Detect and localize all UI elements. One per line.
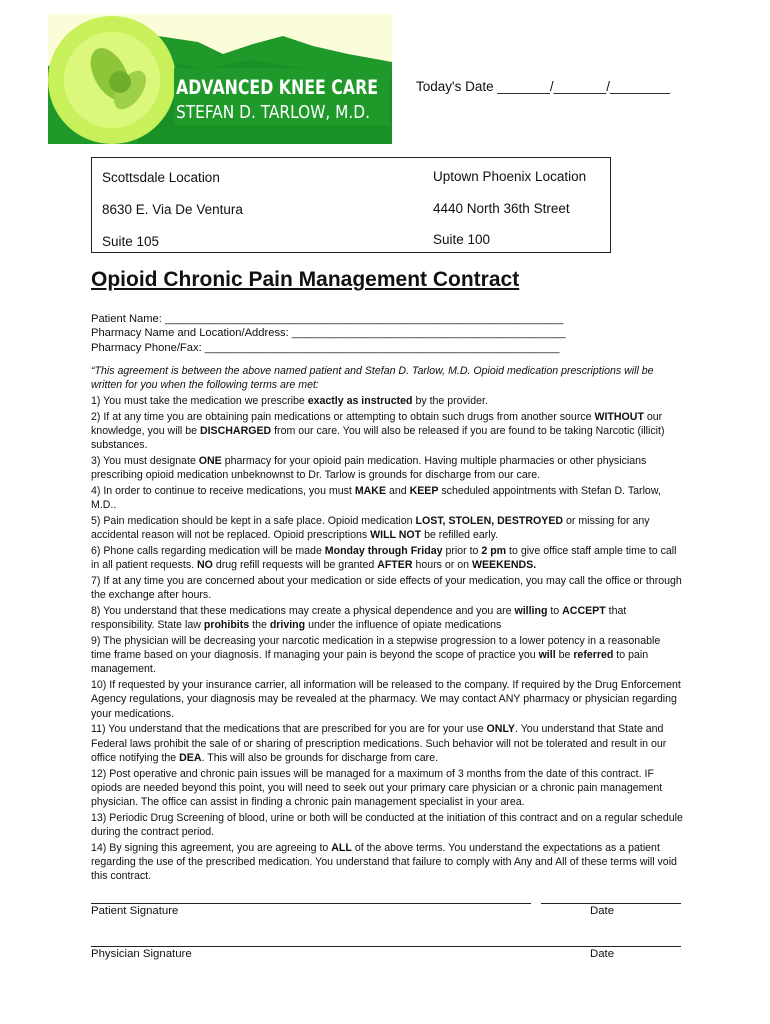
term-emphasis: Monday through Friday xyxy=(324,545,443,557)
term-text: hours or on xyxy=(412,559,472,572)
term-item xyxy=(91,841,683,884)
term-item xyxy=(91,514,683,542)
term-item xyxy=(91,454,683,482)
contract-terms xyxy=(91,364,683,885)
patient-fields xyxy=(91,312,566,355)
term-text: to pain management. xyxy=(91,649,649,676)
term-emphasis: NO xyxy=(197,559,213,572)
term-emphasis: AFTER xyxy=(377,559,413,572)
page-title: Opioid Chronic Pain Management Contract xyxy=(91,268,520,291)
term-text: from our care. You will also be released if you are found to be taking Narcotic (illicit) substances. xyxy=(91,425,665,452)
patient-name-field: Patient Name: ________________________________________________________________ xyxy=(91,313,564,325)
patient-signature-line xyxy=(91,903,531,904)
term-text: 6) Phone calls regarding medication will be made xyxy=(91,545,325,557)
advanced-knee-care-logo xyxy=(48,14,392,144)
term-text: 14) By signing this agreement, you are agreeing to xyxy=(91,841,332,854)
term-text: under the influence of opiate medications xyxy=(305,619,502,632)
physician-date-label: Date xyxy=(590,948,615,960)
intro-paragraph: “This agreement is between the above named patient and Stefan D. Tarlow, M.D. Opioid medication prescriptions will be written for you when the following terms are met: xyxy=(91,365,654,392)
term-emphasis: referred xyxy=(573,649,614,662)
term-text: be xyxy=(555,649,574,662)
term-item xyxy=(91,544,683,572)
term-emphasis: prohibits xyxy=(203,619,250,632)
locations-box xyxy=(91,157,611,253)
scottsdale-location-title: Scottsdale Location xyxy=(102,170,220,185)
term-emphasis: MAKE xyxy=(354,485,387,497)
term-text: 3) You must designate xyxy=(91,455,199,467)
term-item xyxy=(91,410,683,453)
term-emphasis: ONE xyxy=(198,455,222,467)
todays-date-field: Today's Date _______/_______/________ xyxy=(416,79,671,94)
term-text: our knowledge, you will be xyxy=(91,410,663,437)
scottsdale-address: 8630 E. Via De Ventura xyxy=(102,202,243,217)
term-text: to xyxy=(547,605,563,617)
logo-line-2: STEFAN D. TARLOW, M.D. xyxy=(176,103,370,123)
term-item xyxy=(91,811,683,839)
term-text: scheduled appointments with Stefan D. Tarlow, M.D.. xyxy=(91,485,661,512)
term-emphasis: ALL xyxy=(331,841,352,854)
patient-signature-label: Patient Signature xyxy=(91,905,179,917)
term-text: 4) In order to continue to receive medications, you must xyxy=(91,485,355,497)
pharmacy-address-field: Pharmacy Name and Location/Address: ____________________________________________ xyxy=(91,327,566,340)
term-emphasis: WEEKENDS. xyxy=(471,559,537,572)
term-text: 12) Post operative and chronic pain issues will be managed for a maximum of 3 months from the date of this contract. IF opiods are needed beyond this point, you will need to seek out your primary care physician or a chronic pain management physician. The office can assist in finding a chronic pain management specialist in your area. xyxy=(91,767,663,809)
term-item xyxy=(91,484,683,512)
patient-date-line xyxy=(541,903,681,904)
term-item xyxy=(91,722,683,765)
term-text: 1) You must take the medication we prescribe xyxy=(91,395,308,407)
term-text: 2) If at any time you are obtaining pain medications or attempting to obtain such drugs from another source xyxy=(91,410,595,423)
term-emphasis: WILL NOT xyxy=(370,529,422,542)
term-text: 5) Pain medication should be kept in a safe place. Opioid medication xyxy=(91,515,416,527)
term-text: prior to xyxy=(442,545,482,557)
term-text: to give office staff ample time to call in all patient requests. xyxy=(91,545,677,572)
term-emphasis: KEEP xyxy=(409,485,439,497)
term-emphasis: will xyxy=(538,649,556,662)
term-item xyxy=(91,394,683,408)
term-text: pharmacy for your opioid pain medication. Having multiple pharmacies or other physicians prescribing opioid medication unbeknownst to Dr. Tarlow is grounds for discharge from our care. xyxy=(91,455,647,482)
patient-date-label: Date xyxy=(590,905,615,917)
term-emphasis: WITHOUT xyxy=(594,410,644,423)
term-text: 8) You understand that these medications may create a physical dependence and you are xyxy=(91,605,515,617)
term-text: 13) Periodic Drug Screening of blood, urine or both will be conducted at the initiation of this contract and on a regular schedule during the contract period. xyxy=(91,811,683,839)
term-text: 11) You understand that the medications that are prescribed for you are for your use xyxy=(91,723,487,736)
term-emphasis: exactly as instructed xyxy=(307,395,413,407)
term-text: 7) If at any time you are concerned about your medication or side effects of your medication, you may call the office or through the exchange after hours. xyxy=(91,575,682,602)
term-text: of the above terms. You understand the expectations as a patient regarding the use of the prescribed medication. You understand that failure to comply with Any and All of these terms will void this contract. xyxy=(91,841,677,883)
term-text: by the provider. xyxy=(412,395,488,407)
term-text: the xyxy=(249,619,270,632)
term-emphasis: 2 pm xyxy=(481,545,507,557)
term-text: . You understand that State and Federal laws prohibit the sale of or sharing of prescription medications. Such behavior will not be tolerated and result in our office notifying the xyxy=(91,723,667,764)
physician-signature-line xyxy=(91,946,681,947)
term-item xyxy=(91,604,683,632)
term-text: be refilled early. xyxy=(421,529,499,542)
term-emphasis: LOST, STOLEN, DESTROYED xyxy=(415,515,564,527)
term-item xyxy=(91,634,683,677)
term-text: and xyxy=(386,485,410,497)
phoenix-address: 4440 North 36th Street xyxy=(433,201,570,216)
logo-line-1: ADVANCED KNEE CARE xyxy=(176,76,378,99)
term-emphasis: ONLY xyxy=(486,723,516,736)
term-emphasis: willing xyxy=(514,605,548,617)
term-emphasis: driving xyxy=(269,619,306,632)
phoenix-suite: Suite 100 xyxy=(433,232,491,247)
term-item xyxy=(91,767,683,810)
term-text: or missing for any accidental reason will not be replaced. Opioid prescriptions xyxy=(91,515,650,542)
term-text: that responsibility. State law xyxy=(91,605,627,632)
term-emphasis: DEA xyxy=(179,751,202,764)
pharmacy-phone-field: Pharmacy Phone/Fax: _________________________________________________________ xyxy=(91,341,560,354)
physician-signature-label: Physician Signature xyxy=(91,948,192,960)
scottsdale-suite: Suite 105 xyxy=(102,234,160,249)
term-item xyxy=(91,574,683,602)
term-text: . This will also be grounds for discharge from care. xyxy=(201,751,439,764)
phoenix-location-title: Uptown Phoenix Location xyxy=(433,169,587,184)
term-text: 9) The physician will be decreasing your narcotic medication in a stepwise progression to a lower potency in a reasonable time frame based on your diagnosis. If managing your pain is beyond the scope of practice you xyxy=(91,635,661,662)
term-text: 10) If requested by your insurance carrier, all information will be released to the company. If required by the Drug Enforcement Agency regulations, your diagnosis may be revealed at the pharmacy. We may contact ANY pharmacy or physician regarding your medications. xyxy=(91,679,681,720)
term-item xyxy=(91,678,683,721)
term-emphasis: DISCHARGED xyxy=(199,425,272,437)
term-text: drug refill requests will be granted xyxy=(212,559,378,572)
term-emphasis: ACCEPT xyxy=(562,605,606,617)
